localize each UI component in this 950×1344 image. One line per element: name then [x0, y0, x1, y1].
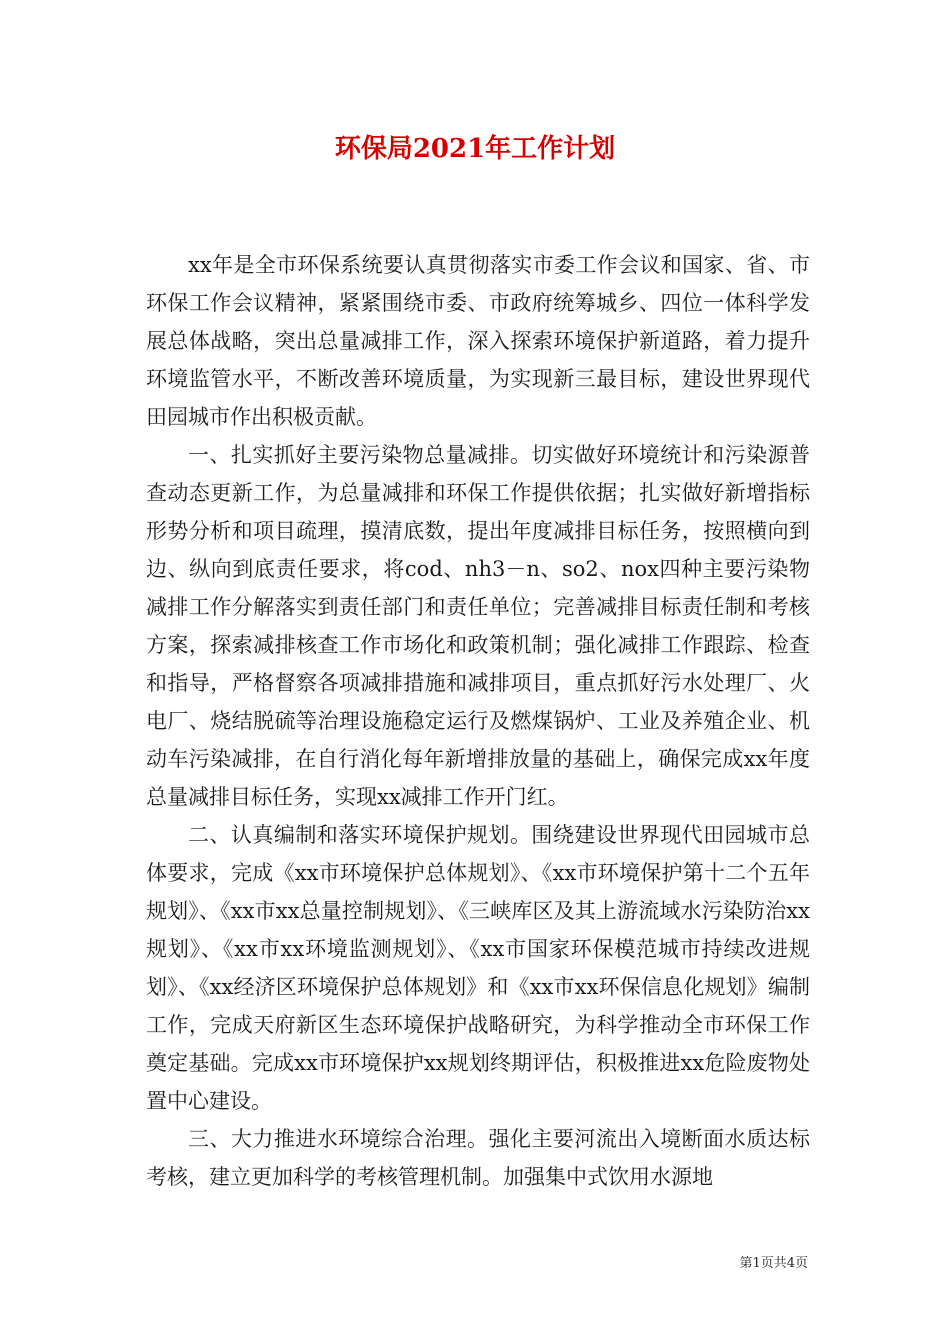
paragraph-intro: xx年是全市环保系统要认真贯彻落实市委工作会议和国家、省、市环保工作会议精神，紧紧围绕市委、市政府统筹城乡、四位一体科学发展总体战略，突出总量减排工作，深入探索环境保护新道路，着力提升环境监管水平，不断改善环境质量，为实现新三最目标，建设世界现代田园城市作出积极贡献。	[146, 253, 810, 429]
paragraph-section-3: 三、大力推进水环境综合治理。强化主要河流出入境断面水质达标考核，建立更加科学的考核管理机制。加强集中式饮用水源地	[146, 1127, 810, 1189]
document-title: 环保局2021年工作计划	[334, 134, 616, 164]
paragraph-section-1: 一、扎实抓好主要污染物总量减排。切实做好环境统计和污染源普查动态更新工作，为总量减排和环保工作提供依据；扎实做好新增指标形势分析和项目疏理，摸清底数，提出年度减排目标任务，按照横向到边、纵向到底责任要求，将cod、nh3－n、so2、nox四种主要污染物减排工作分解落实到责任部门和责任单位；完善减排目标责任制和考核方案，探索减排核查工作市场化和政策机制；强化减排工作跟踪、检查和指导，严格督察各项减排措施和减排项目，重点抓好污水处理厂、火电厂、烧结脱硫等治理设施稳定运行及燃煤锅炉、工业及养殖企业、机动车污染减排，在自行消化每年新增排放量的基础上，确保完成xx年度总量减排目标任务，实现xx减排工作开门红。	[146, 443, 810, 809]
document-body	[146, 246, 810, 1196]
page-number-footer: 第1页共4页	[739, 1256, 808, 1271]
paragraph-section-2: 二、认真编制和落实环境保护规划。围绕建设世界现代田园城市总体要求，完成《xx市环境保护总体规划》、《xx市环境保护第十二个五年规划》、《xx市xx总量控制规划》、《三峡库区及其上游流域水污染防治xx规划》、《xx市xx环境监测规划》、《xx市国家环保模范城市持续改进规划》、《xx经济区环境保护总体规划》和《xx市xx环保信息化规划》编制工作，完成天府新区生态环境保护战略研究，为科学推动全市环保工作奠定基础。完成xx市环境保护xx规划终期评估，积极推进xx危险废物处置中心建设。	[146, 823, 810, 1113]
